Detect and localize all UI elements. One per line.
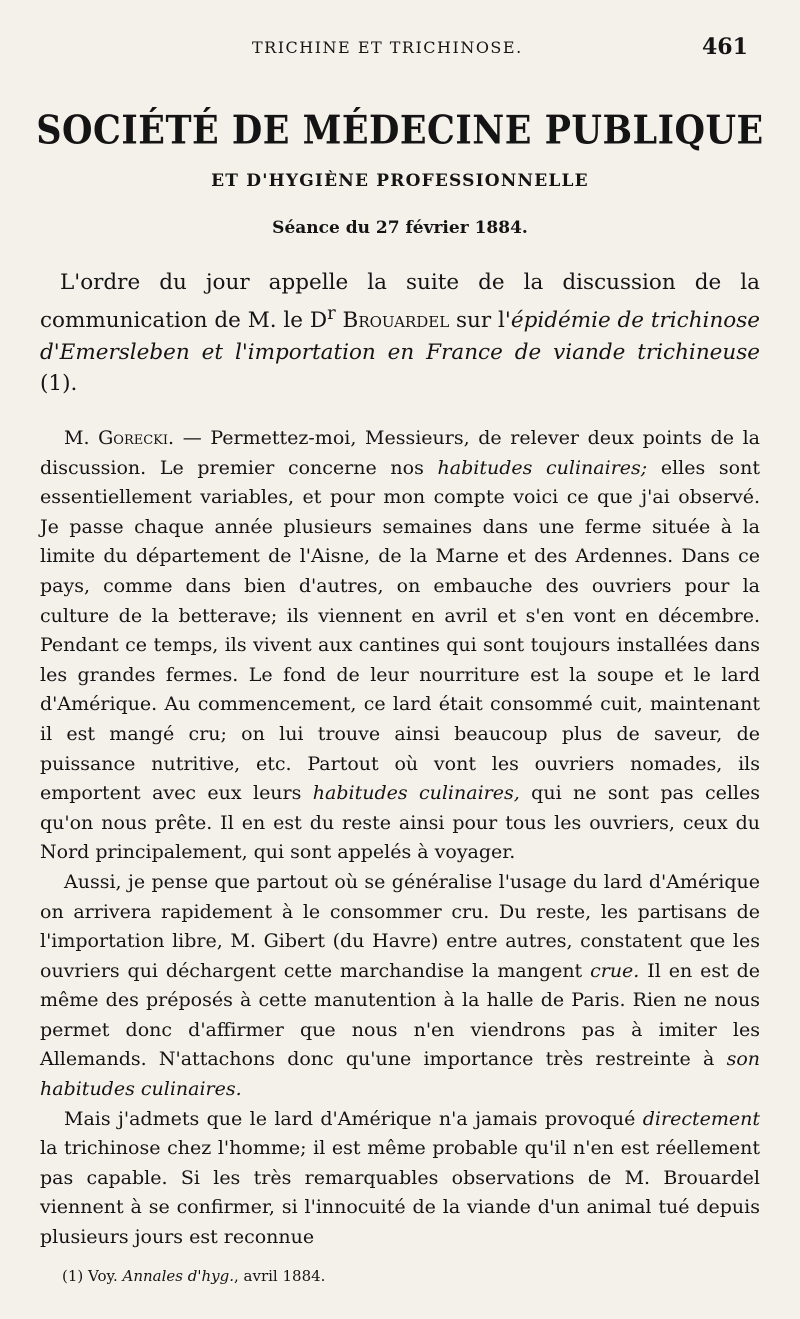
intro-italic-title: épidémie de trichinose d'Emersleben et l'importation en France de viande trichineuse: [40, 308, 760, 365]
p1-text-a: — Permettez-moi, Messieurs, de relever deux points de la discussion. Le premier concerne nos: [40, 427, 760, 479]
intro-text-3: (1).: [40, 370, 78, 396]
paragraph-1: [40, 424, 760, 868]
p1-text-b: elles sont essentiellement variables, et pour mon compte voici ce que j'ai observé. Je passe chaque année plusieurs semaines dans une ferme située à la limite du département de l'Aisne, de la Marne et des Ardennes. Dans ce pays, comme dans bien d'autres, on embauche des ouvriers pour la culture de la betterave; ils viennent en avril et s'en vont en décembre. Pendant ce temps, ils vivent aux cantines qui sont toujours installées dans les grandes fermes. Le fond de leur nourriture est la soupe et le lard d'Amérique. Au commencement, ce lard était consommé cuit, maintenant il est mangé cru; on lui trouve ainsi beaucoup plus de saveur, de puissance nutritive, etc. Partout où vont les ouvriers nomades, ils emportent avec eux leurs: [40, 456, 760, 805]
paragraph-2: [40, 868, 760, 1105]
intro-superscript: r: [327, 303, 336, 325]
page-number: 461: [702, 34, 748, 60]
footnote-text-b: , avril 1884.: [234, 1267, 326, 1285]
paragraph-3: [40, 1105, 760, 1253]
p3-italic-1: directement: [642, 1107, 760, 1130]
p2-text-b: Il en est de même des préposés à cette manutention à la halle de Paris. Rien ne nous permet donc d'affirmer que nous n'en viendrons pas à imiter les Allemands. N'attachons donc qu'une importance très restreinte à: [40, 959, 760, 1071]
footnote: [62, 1267, 325, 1285]
footnote-text-a: (1) Voy.: [62, 1267, 123, 1285]
p2-italic-1: crue.: [590, 959, 640, 982]
intro-text-1: L'ordre du jour appelle la suite de la discussion de la communication de M. le D: [40, 270, 760, 334]
p1-text-c: qui ne sont pas celles qu'on nous prête. Il en est du reste ainsi pour tous les ouvriers, ceux du Nord principalement, qui sont appelés à voyager.: [40, 782, 760, 864]
p2-text-a: Aussi, je pense que partout où se généralise l'usage du lard d'Amérique on arrivera rapidement à le consommer cru. Du reste, les partisans de l'importation libre, M. Gibert (du Havre) entre autres, constatent que les ouvriers qui déchargent cette marchandise la mangent: [40, 870, 760, 982]
running-header: [0, 34, 800, 64]
p1-italic-2: habitudes culinaires,: [312, 782, 520, 805]
speaker-name: M. Gorecki.: [64, 427, 175, 449]
intro-text-2: sur l': [449, 308, 511, 334]
p2-italic-2: son habitudes culinaires.: [40, 1048, 760, 1101]
discussion-text: [40, 424, 760, 1253]
section-subtitle: ET D'HYGIÈNE PROFESSIONNELLE: [211, 171, 589, 191]
p3-text-a: Mais j'admets que le lard d'Amérique n'a jamais provoqué: [64, 1107, 643, 1130]
running-title: TRICHINE ET TRICHINOSE.: [252, 38, 523, 57]
p3-text-b: la trichinose chez l'homme; il est même probable qu'il n'en est réellement pas capable. Si les très remarquables observations de M. Brouardel viennent à se confirmer, si l'innocuité de la viande d'un animal tué depuis plusieurs jours est reconnue: [40, 1137, 760, 1249]
intro-name: Brouardel: [342, 308, 450, 334]
intro-paragraph: [40, 267, 760, 399]
footnote-italic: Annales d'hyg.: [122, 1267, 234, 1285]
intro-text: [40, 267, 760, 399]
section-title: SOCIÉTÉ DE MÉDECINE PUBLIQUE: [36, 107, 764, 154]
session-date: Séance du 27 février 1884.: [272, 218, 528, 238]
p1-italic-1: habitudes culinaires;: [437, 456, 648, 479]
